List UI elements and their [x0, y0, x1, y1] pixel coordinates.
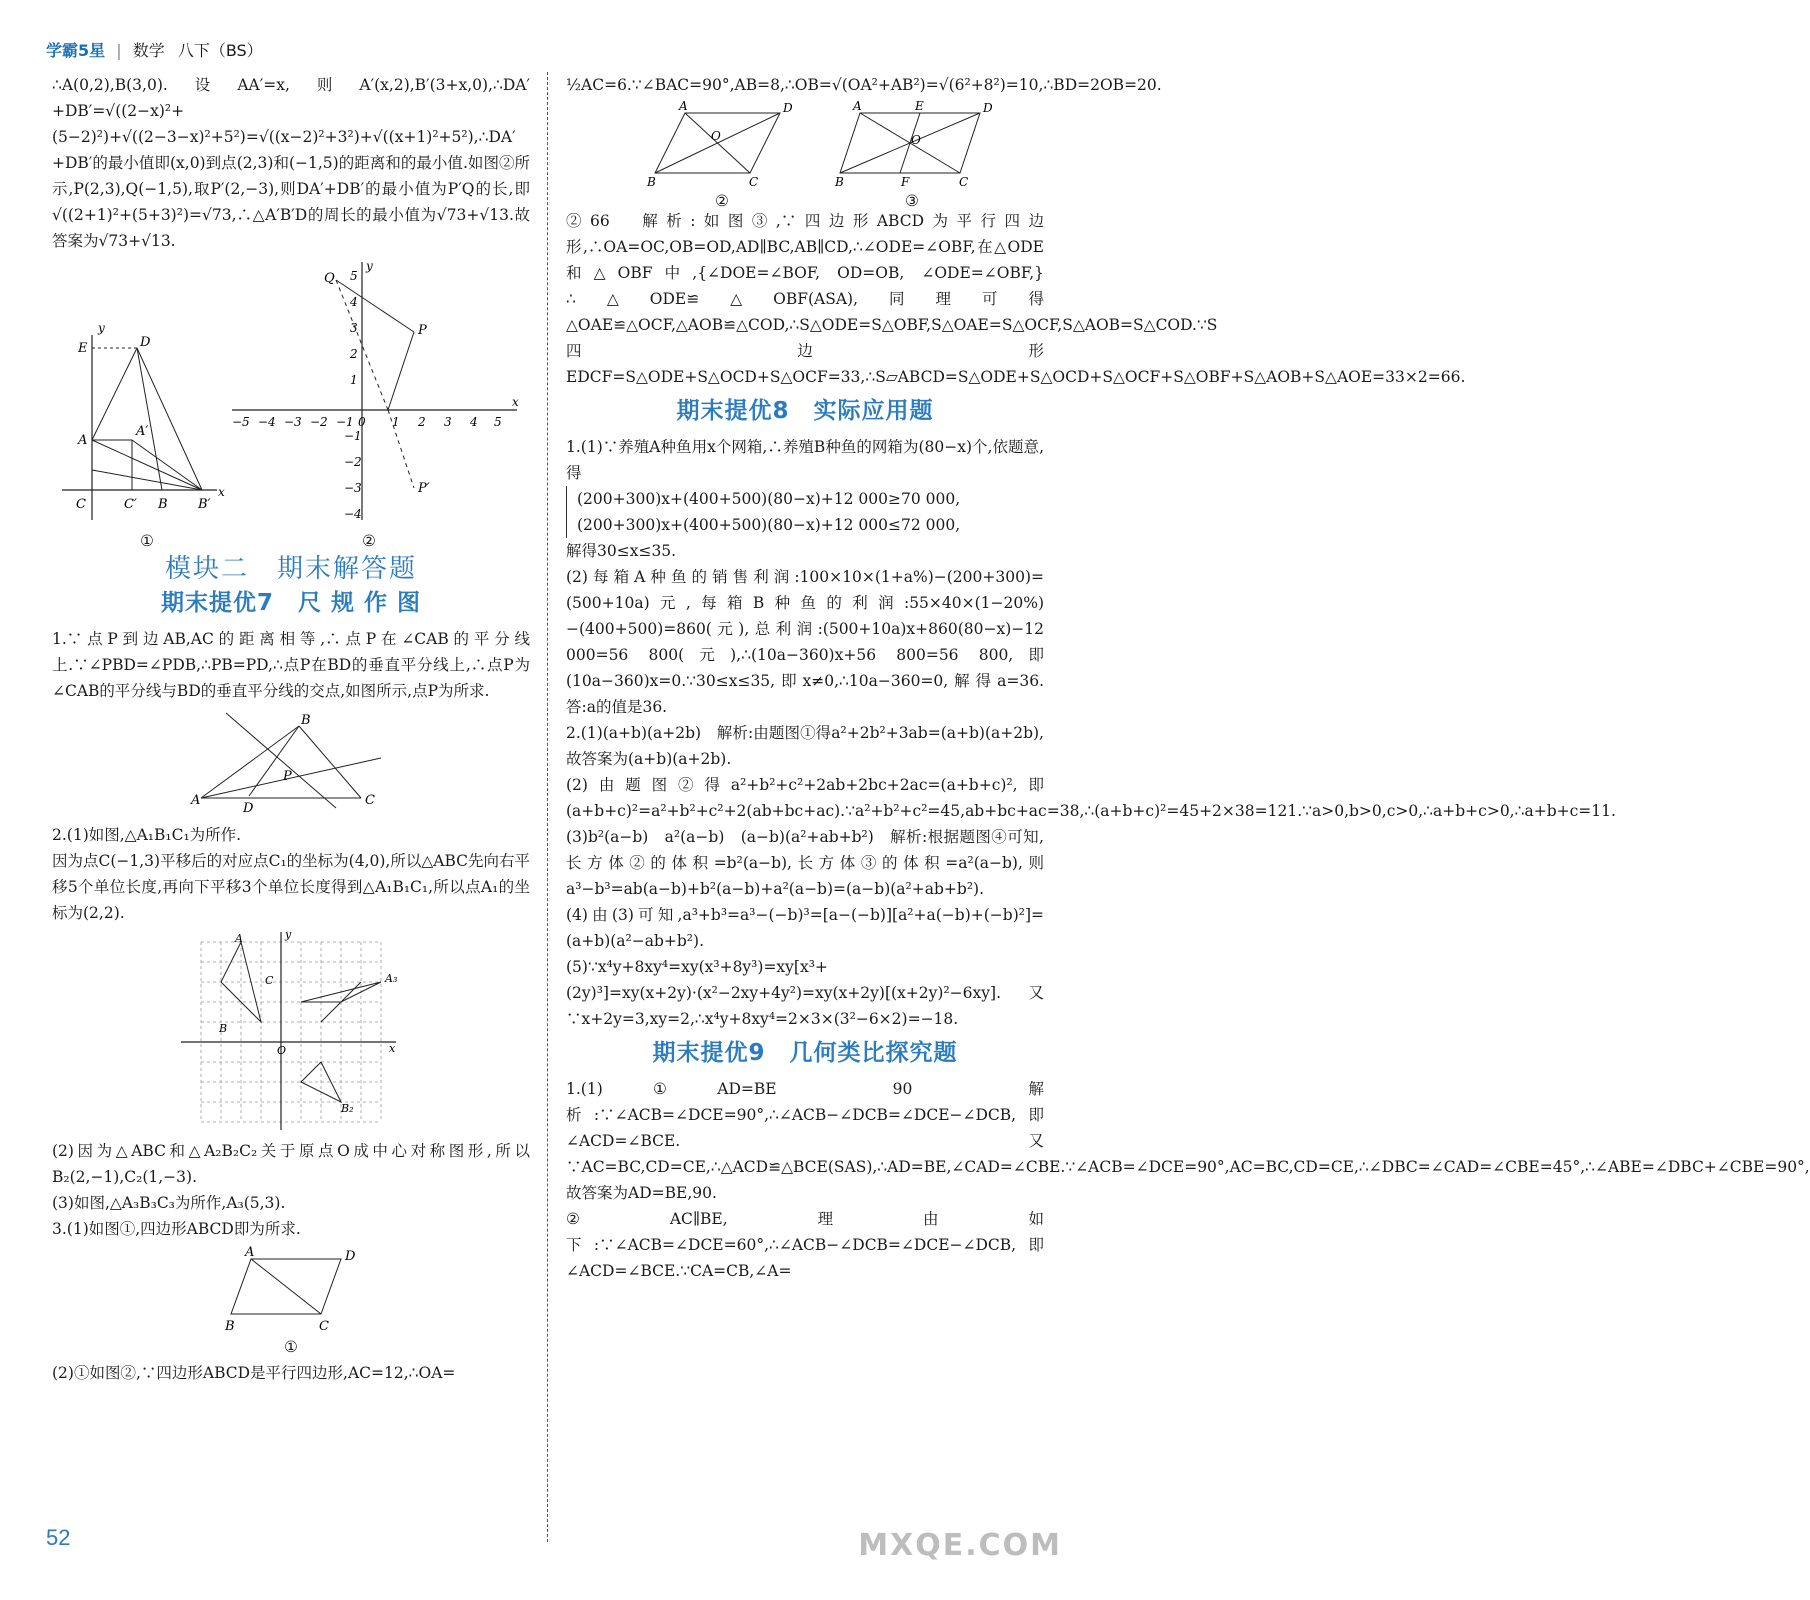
svg-text:F: F — [901, 175, 910, 189]
triangle-figure-1 — [52, 320, 225, 530]
svg-text:3: 3 — [350, 321, 358, 335]
svg-text:B: B — [225, 1319, 235, 1334]
svg-text:A′: A′ — [136, 424, 149, 439]
s7-q2-1b: 因为点C(−1,3)平移后的对应点C₁的坐标为(4,0),所以△ABC先向右平移5个单位长度,再向下平移3个单位长度得到△A₁B₁C₁,所以点A₁的坐标为(2,2). — [52, 852, 530, 922]
page-number: 52 — [46, 1525, 71, 1550]
svg-text:−1: −1 — [336, 415, 354, 429]
s7-q2-2: (2)因为△ABC和△A₂B₂C₂关于原点O成中心对称图形,所以B₂(2,−1),C₂(1,−3). — [52, 1142, 530, 1186]
figure-row-1 — [52, 260, 530, 550]
svg-text:D: D — [983, 101, 993, 115]
section-8-title: 期末提优8 实际应用题 — [676, 398, 934, 424]
svg-text:2: 2 — [418, 415, 426, 429]
svg-text:O: O — [711, 129, 721, 143]
right-para-2: ②66 解析:如图③,∵四边形ABCD为平行四边形,∴OA=OC,OB=OD,AD∥BC,AB∥CD,∴∠ODE=∠OBF,在△ODE和△OBF中,{∠DOE=∠BOF, OD=OB, ∠ODE=∠OBF,}∴△ODE≌△OBF(ASA),同理可得△OAE≌△OCF,△AOB≌△COD,∴S△ODE=S△OBF,S△OAE=S△OCF,S△AOB=S△COD.∵S四边形EDCF=S△ODE+S△OCD+S△OCF=33,∴S▱ABCD=S△ODE+S△OCD+S△OCF+S△OBF+S△AOB+S△AOE=33×2=66. — [566, 212, 1466, 386]
svg-text:C: C — [749, 175, 759, 189]
svg-text:−3: −3 — [284, 415, 302, 429]
s8-q2b: (2)由题图②得a²+b²+c²+2ab+2bc+2ac=(a+b+c)²,即(a+b+c)²=a²+b²+c²+2(ab+bc+ac).∵a²+b²+c²=45,ab+bc+ac=38,∴(a+b+c)²=45+2×38=121.∵a>0,b>0,c>0,∴a+b+c>0,∴a+b+c=11. — [566, 776, 1616, 820]
construction-figure — [191, 708, 391, 818]
s8-q1: 1.(1)∵养殖A种鱼用x个网箱,∴养殖B种鱼的网箱为(80−x)个,依题意,得 — [566, 438, 1044, 482]
parallelogram-figure-3 — [835, 98, 995, 188]
s8-q1c: (2)每箱A种鱼的销售利润:100×10×(1+a%)−(200+300)=(500+10a)元,每箱B种鱼的利润:55×40×(1−20%)−(400+500)=860(元),总利润:(500+10a)x+860(80−x)−12 000=56 800(元),∴(10a−360)x+56 800=56 800,即(10a−360)x=0.∵30≤x≤35,即x≠0,∴10a−360=0,解得a=36.答:a的值是36. — [566, 568, 1044, 716]
svg-text:B₂: B₂ — [341, 1102, 354, 1115]
s8-sys-1: (200+300)x+(400+500)(80−x)+12 000≥70 000, — [566, 486, 1044, 512]
svg-text:y: y — [366, 259, 373, 273]
svg-text:−2: −2 — [344, 455, 362, 469]
svg-text:4: 4 — [470, 415, 478, 429]
s7-q2-1: 2.(1)如图,△A₁B₁C₁为所作. — [52, 826, 242, 844]
svg-text:B: B — [647, 175, 656, 189]
svg-text:A: A — [235, 932, 243, 945]
svg-text:D: D — [140, 335, 151, 350]
svg-text:A: A — [853, 99, 862, 113]
watermark: MXQE.COM — [858, 1528, 1062, 1563]
svg-text:C: C — [265, 974, 274, 987]
fig3-caption-right: ③ — [905, 192, 919, 210]
svg-text:−4: −4 — [258, 415, 276, 429]
svg-text:−5: −5 — [232, 415, 250, 429]
fig2-caption-right: ② — [715, 192, 729, 210]
svg-text:−1: −1 — [344, 429, 362, 443]
svg-text:1: 1 — [392, 415, 400, 429]
svg-text:O: O — [911, 133, 921, 147]
svg-text:5: 5 — [494, 415, 502, 429]
s7-q3-1: 3.(1)如图①,四边形ABCD即为所求. — [52, 1220, 301, 1238]
coordinate-figure-2 — [232, 260, 522, 530]
s8-q2e: (5)∵x⁴y+8xy⁴=xy(x³+8y³)=xy[x³+(2y)³]=xy(x+2y)·(x²−2xy+4y²)=xy(x+2y)[(x+2y)²−6xy].又∵x+2y=3,xy=2,∴x⁴y+8xy⁴=2×3×(3²−6×2)=−18. — [566, 958, 1044, 1028]
parallelogram-figure-2 — [645, 98, 805, 188]
column-divider — [547, 72, 548, 1542]
s8-q1b: 解得30≤x≤35. — [566, 542, 677, 560]
svg-text:B: B — [301, 713, 311, 728]
svg-text:−2: −2 — [310, 415, 328, 429]
svg-text:A: A — [245, 1245, 255, 1260]
svg-text:x: x — [389, 1042, 396, 1055]
section-7-title: 期末提优7 尺 规 作 图 — [160, 590, 422, 616]
s7-q3-2: (2)①如图②,∵四边形ABCD是平行四边形,AC=12,∴OA= — [52, 1364, 456, 1382]
svg-text:A: A — [679, 99, 688, 113]
svg-text:B′: B′ — [198, 497, 211, 512]
svg-text:B: B — [158, 497, 168, 512]
figure-row-right — [605, 98, 1005, 208]
q3-fig-caption: ① — [284, 1338, 298, 1356]
right-para-1: ½AC=6.∵∠BAC=90°,AB=8,∴OB=√(OA²+AB²)=√(6²+8²)=10,∴BD=2OB=20. — [566, 76, 1162, 94]
svg-text:C: C — [959, 175, 969, 189]
svg-text:P: P — [283, 769, 292, 784]
parallelogram-figure-1 — [211, 1244, 371, 1334]
s8-q2d: (4)由(3)可知,a³+b³=a³−(−b)³=[a−(−b)][a²+a(−b)+(−b)²]=(a+b)(a²−ab+b²). — [566, 906, 1044, 950]
svg-text:C: C — [319, 1319, 329, 1334]
svg-text:O: O — [277, 1044, 287, 1057]
svg-text:E: E — [78, 341, 88, 356]
svg-text:x: x — [512, 395, 519, 409]
section-9-title: 期末提优9 几何类比探究题 — [652, 1040, 958, 1066]
svg-text:P: P — [418, 323, 427, 338]
svg-text:x: x — [218, 485, 225, 499]
svg-text:−4: −4 — [344, 507, 362, 521]
svg-text:C: C — [76, 497, 86, 512]
left-para-1: ∴A(0,2),B(3,0).设AA′=x,则A′(x,2),B′(3+x,0),∴DA′+DB′=√((2−x)²+(5−2)²)+√((2−3−x)²+5²)=√((x−2)²+3²)+√((x+1)²+5²),∴DA′+DB′的最小值即(x,0)到点(2,3)和(−1,5)的距离和的最小值.如图②所示,P(2,3),Q(−1,5),取P′(2,−3),则DA′+DB′的最小值为P′Q的长,即√((2+1)²+(5+3)²)=√73,∴△A′B′D的周长的最小值为√73+√13.故答案为√73+√13. — [52, 76, 530, 250]
module-title: 模块二 期末解答题 — [164, 554, 417, 584]
s8-q2: 2.(1)(a+b)(a+2b) 解析:由题图①得a²+2b²+3ab=(a+b)(a+2b),故答案为(a+b)(a+2b). — [566, 724, 1044, 768]
page-header: 学霸5星 | 数学 八下（BS） — [46, 41, 263, 60]
svg-text:E: E — [915, 99, 924, 113]
svg-text:P′: P′ — [418, 481, 430, 496]
svg-text:D: D — [783, 101, 793, 115]
svg-text:1: 1 — [350, 373, 358, 387]
svg-text:2: 2 — [350, 347, 358, 361]
svg-text:C: C — [365, 793, 375, 808]
fig1-caption: ① — [140, 532, 154, 550]
right-column — [566, 72, 1810, 1284]
svg-text:A₃: A₃ — [385, 972, 398, 985]
svg-text:B: B — [835, 175, 844, 189]
svg-text:A: A — [191, 793, 201, 808]
left-column — [52, 72, 530, 1386]
svg-text:y: y — [285, 928, 292, 941]
svg-text:D: D — [243, 801, 254, 816]
brand-logo: 学霸5星 — [46, 41, 106, 60]
svg-text:A: A — [78, 433, 88, 448]
s8-sys-2: (200+300)x+(400+500)(80−x)+12 000≤72 000, — [566, 512, 1044, 538]
s8-q2c: (3)b²(a−b) a²(a−b) (a−b)(a²+ab+b²) 解析:根据题图④可知,长方体②的体积=b²(a−b),长方体③的体积=a²(a−b),则a³−b³=ab(a−b)+b²(a−b)+a²(a−b)=(a−b)(a²+ab+b²). — [566, 828, 1044, 898]
subject-label: 数学 — [132, 41, 165, 60]
grid-figure — [181, 928, 401, 1132]
svg-text:B: B — [219, 1022, 228, 1035]
s9-q1b: ②AC∥BE,理由如下:∵∠ACB=∠DCE=60°,∴∠ACB−∠DCB=∠DCE−∠DCB,即∠ACD=∠BCE.∵CA=CB,∠A= — [566, 1210, 1044, 1280]
grade-label: 八下（BS） — [177, 41, 263, 60]
svg-text:D: D — [345, 1249, 356, 1264]
svg-text:0: 0 — [358, 415, 366, 429]
svg-text:−3: −3 — [344, 481, 362, 495]
fig2-caption: ② — [362, 532, 376, 550]
s9-q1: 1.(1)①AD=BE 90 解析:∵∠ACB=∠DCE=90°,∴∠ACB−∠DCB=∠DCE−∠DCB,即∠ACD=∠BCE.又∵AC=BC,CD=CE,∴△ACD≌△BCE(SAS),∴AD=BE,∠CAD=∠CBE.∵∠ACB=∠DCE=90°,AC=BC,CD=CE,∴∠DBC=∠CAD=∠CBE=45°,∴∠ABE=∠DBC+∠CBE=90°,故答案为AD=BE,90. — [566, 1080, 1810, 1202]
s7-q1: 1.∵点P到边AB,AC的距离相等,∴点P在∠CAB的平分线上.∵∠PBD=∠PDB,∴PB=PD,∴点P在BD的垂直平分线上,∴点P为∠CAB的平分线与BD的垂直平分线的交点,如图所示,点P为所求. — [52, 630, 530, 700]
svg-text:Q: Q — [324, 271, 335, 286]
svg-text:C′: C′ — [124, 497, 137, 512]
svg-text:3: 3 — [444, 415, 452, 429]
svg-text:y: y — [98, 321, 105, 335]
svg-text:4: 4 — [350, 295, 358, 309]
svg-text:5: 5 — [350, 269, 358, 283]
s7-q2-3: (3)如图,△A₃B₃C₃为所作,A₃(5,3). — [52, 1194, 286, 1212]
